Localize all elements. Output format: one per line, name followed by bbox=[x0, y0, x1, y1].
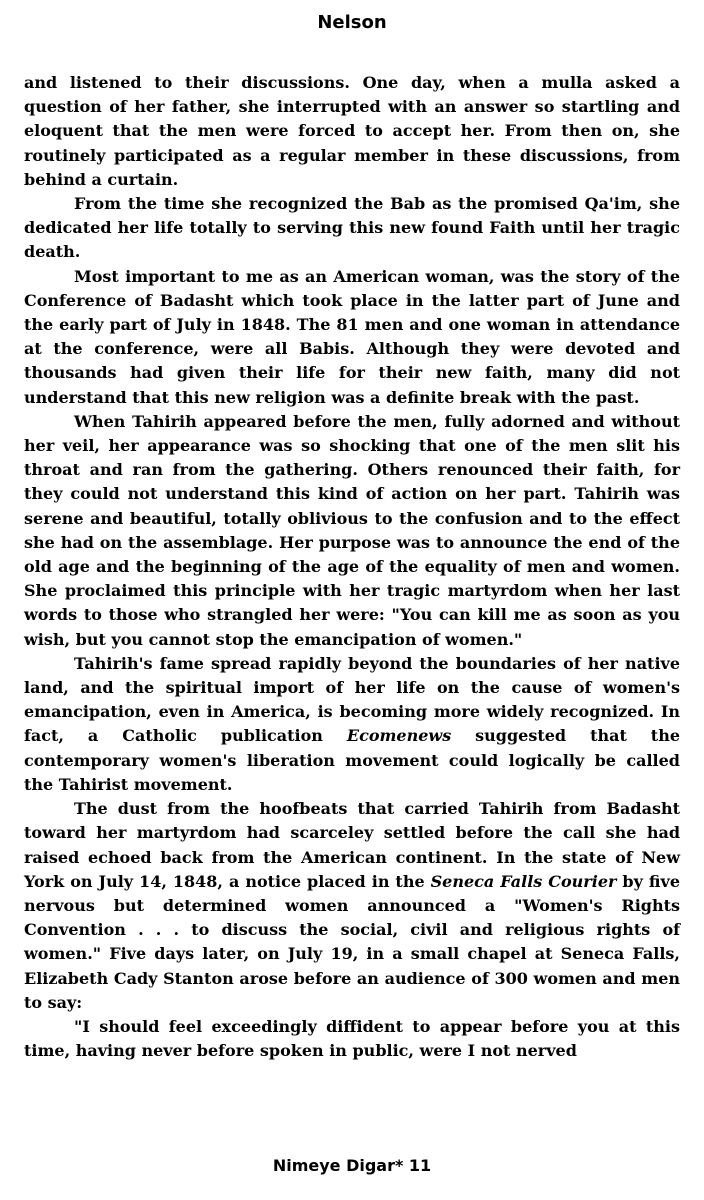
paragraph-5-text-b: suggested that the contemporary women's liberation movement could logically be called the Tahirist movement. bbox=[24, 726, 681, 794]
running-head: Nelson bbox=[317, 12, 387, 33]
paragraph-5 bbox=[24, 652, 680, 797]
paragraph-4: When Tahirih appeared before the men, fully adorned and without her veil, her appearance was so shocking that one of the men slit his throat and ran from the gathering. Others renounced their faith, for they could not understand this kind of action on her part. Tahirih was serene and beautiful, totally oblivious to the confusion and to the effect she had on the assemblage. Her purpose was to announce the end of the old age and the beginning of the age of the equality of men and women. She proclaimed this principle with her tragic martyrdom when her last words to those who strangled her were: "You can kill me as soon as you wish, but you cannot stop the emancipation of women." bbox=[24, 411, 680, 649]
paragraph-5-text-a: Tahirih's fame spread rapidly beyond the boundaries of her native land, and the spiritual import of her life on the cause of women's emancipation, even in America, is becoming more widely recognized. In fact, a Catholic publication bbox=[24, 653, 680, 746]
publication-title-seneca-falls-courier: Seneca Falls Courier bbox=[430, 871, 617, 891]
paragraph-6 bbox=[24, 797, 680, 1015]
paragraph-1: and listened to their discussions. One day, when a mulla asked a question of her father, she interrupted with an answer so startling and eloquent that the men were forced to accept her. From then on, she routinely participated as a regular member in these discussions, from behind a curtain. bbox=[24, 73, 680, 189]
paragraph-3: Most important to me as an American woman, was the story of the Conference of Badasht which took place in the latter part of June and the early part of July in 1848. The 81 men and one woman in attendance at the conference, were all Babis. Although they were devoted and thousands had given their life for their new faith, many did not understand that this new religion was a definite break with the past. bbox=[24, 266, 680, 407]
paragraph-7: "I should feel exceedingly diffident to appear before you at this time, having never before spoken in public, were I not nerved bbox=[24, 1016, 680, 1061]
paragraph-6-text-a: The dust from the hoofbeats that carried Tahirih from Badasht toward her martyrdom had scarceley settled before the call she had raised echoed back from the American continent. In the state of New York on July 14, 1848, a notice placed in the bbox=[24, 799, 680, 891]
running-foot: Nimeye Digar* 11 bbox=[272, 1156, 432, 1175]
publication-title-ecomenews: Ecomenews bbox=[346, 726, 452, 746]
paragraph-2: From the time she recognized the Bab as the promised Qa'im, she dedicated her life totally to serving this new found Faith until her tragic death. bbox=[24, 194, 680, 262]
paragraph-6-text-b: by five nervous but determined women announced a "Women's Rights Convention . . . to discuss the social, civil and religious rights of women." Five days later, on July 19, in a small chapel at Seneca Falls, Elizabeth Cady Stanton arose before an audience of 300 women and men to say: bbox=[24, 871, 681, 1012]
body-text bbox=[24, 71, 680, 1063]
